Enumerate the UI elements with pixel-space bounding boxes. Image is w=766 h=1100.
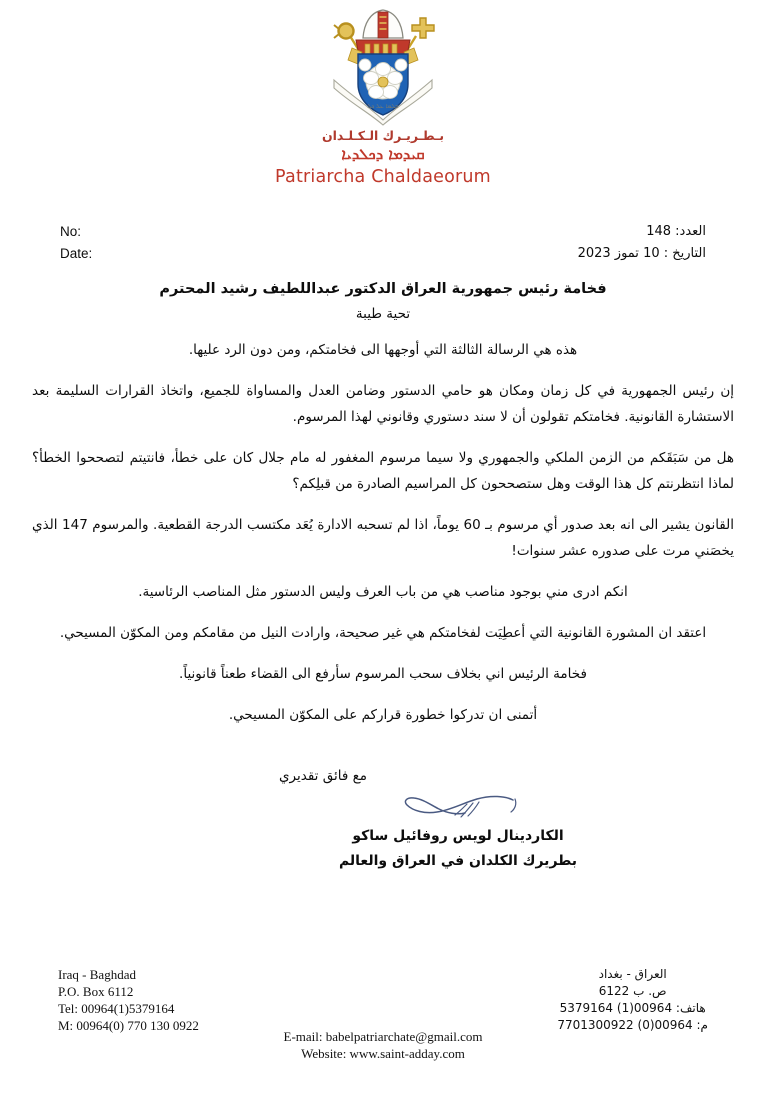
footer-pobox-ar: ص. ب 6122	[598, 984, 667, 998]
footer-contact-links	[0, 1028, 766, 1062]
letter-body	[0, 281, 766, 869]
footer-email[interactable]: E-mail: babelpatriarchate@gmail.com	[283, 1029, 483, 1044]
paragraph-3: هل من سَبَقَكم من الزمن الملكي والجمهوري ولا سيما مرسوم المغفور له مام جلال كان على خطأ، فانتيتم لتصححوا الخطأ؟ لماذا انتظرنتم كل هذا الوقت وهل ستصححون كل المراسيم الصادرة من قبلِكم؟	[32, 450, 734, 492]
reference-number: العدد: 148	[646, 224, 706, 239]
paragraph-6: اعتقد ان المشورة القانونية التي أعطِيَت لفخامتكم هي غير صحيحة، وارادت النيل من مقامكم ومن المكوّن المسيحي.	[59, 625, 707, 641]
greeting-line: تحية طيبة	[355, 306, 411, 322]
paragraph-5: انكم ادرى مني بوجود مناصب هي من باب العرف وليس الدستور مثل المناصب الرئاسية.	[138, 584, 628, 600]
signer-title: بطريرك الكلدان في العراق والعالم	[338, 853, 578, 869]
reference-values-arabic	[578, 221, 706, 265]
logo-syriac-title: ܩܝܕܡܐ ܕܟܠܕܝܐ	[341, 145, 425, 163]
closing-line: مع فائق تقديري	[278, 768, 368, 784]
logo-arabic-title: بـطـريـرك الـكـلـدان	[321, 128, 445, 143]
footer-mobile-en: M: 00964(0) 770 130 0922	[58, 1018, 199, 1033]
footer-website[interactable]: Website: www.saint-adday.com	[301, 1046, 465, 1061]
paragraph-2: إن رئيس الجمهورية في كل زمان ومكان هو حامي الدستور وضامن العدل والمساواة للجميع، واتخاذ القرارات السليمة بعد الاستشارة القانونية. فخامتكم تقولون أن لا سند دستوري وقانوني لهذا المرسوم.	[32, 383, 734, 425]
footer-pobox-en: P.O. Box 6112	[58, 984, 134, 999]
paragraph-8: أتمنى ان تدركوا خطورة قراركم على المكوّن المسيحي.	[228, 707, 538, 723]
logo-latin-title: Patriarcha Chaldaeorum	[275, 167, 491, 187]
reference-row	[0, 221, 766, 267]
reference-date: التاريخ : 10 تموز 2023	[577, 246, 706, 261]
no-label: No:	[60, 224, 82, 239]
footer-tel-en: Tel: 00964(1)5379164	[58, 1001, 175, 1016]
paragraph-4: القانون يشير الى انه بعد صدور أي مرسوم بـ 60 يوماً، اذا لم تسحبه الادارة يُعَد مكتسب الدرجة القطعية. والمرسوم 147 الذي يخصَني مرت على صدوره عشر سنوات!	[32, 517, 735, 559]
footer-address-english	[58, 966, 199, 1034]
paragraph-7: فخامة الرئيس اني بخلاف سحب المرسوم سأرفع الى القضاء طعناً قانونياً.	[179, 666, 587, 682]
letterhead	[0, 0, 766, 187]
footer-address-arabic	[557, 966, 708, 1034]
footer-tel-ar: هاتف: 00964(1) 5379164	[559, 1001, 706, 1015]
signature-block	[32, 790, 766, 869]
signer-name: الكاردينال لويس روفائيل ساكو	[352, 828, 564, 844]
paragraph-1: هذه هي الرسالة الثالثة التي أوجهها الى فخامتكم، ومن دون الرد عليها.	[188, 342, 578, 358]
footer-mobile-ar: م: 00964(0) 7701300922	[557, 1018, 708, 1032]
svg-text:ܫܠܡܐ ܥܠ ܟܠ: ܫܠܡܐ ܥܠ ܟܠ	[367, 103, 399, 110]
reference-labels-english	[60, 221, 92, 265]
addressee-line: فخامة رئيس جمهورية العراق الدكتور عبداللطيف رشيد المحترم	[159, 281, 607, 297]
handwritten-signature-icon	[393, 790, 523, 824]
date-label: Date:	[60, 246, 93, 261]
footer	[0, 966, 766, 1066]
footer-city-en: Iraq - Baghdad	[58, 967, 136, 982]
footer-city-ar: العراق - بغداد	[598, 967, 667, 981]
chaldean-coat-of-arms-icon	[308, 8, 458, 126]
